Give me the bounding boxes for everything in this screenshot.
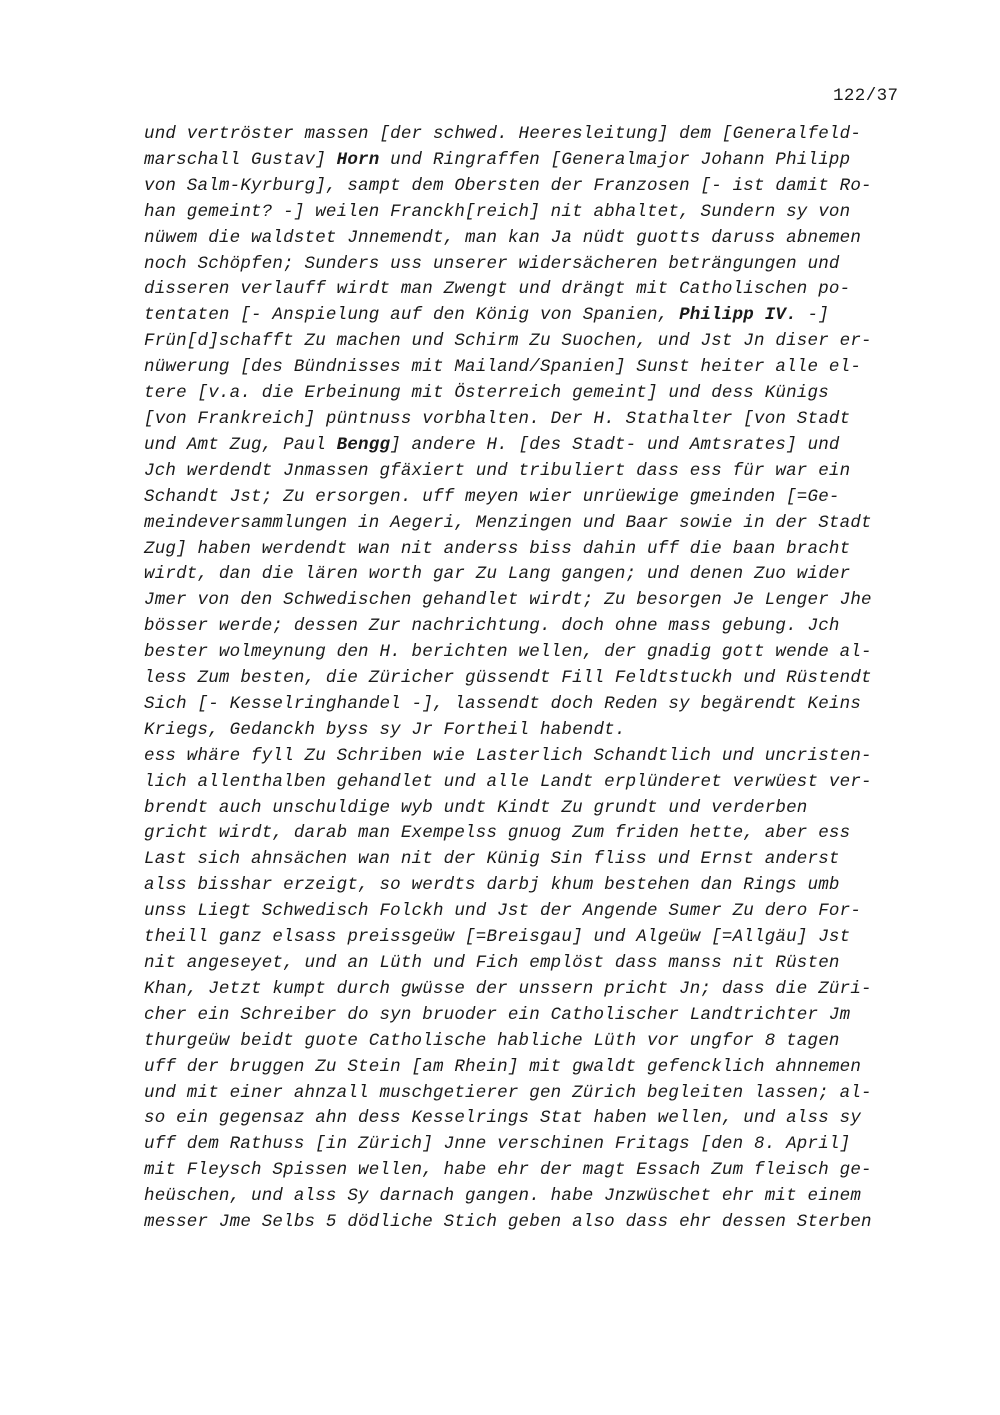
- text-segment: nüwem die waldstet Jnnemendt, man kan Ja nüdt guotts daruss abnemen: [144, 227, 862, 248]
- text-line: [144, 562, 914, 588]
- text-line: [144, 692, 914, 718]
- text-line: [144, 1132, 914, 1158]
- text-line: [144, 1106, 914, 1132]
- text-line: [144, 640, 914, 666]
- text-line: [144, 459, 914, 485]
- text-segment: bester wolmeynung den H. berichten wellen, der gnadig gott wende al-: [144, 642, 872, 663]
- text-segment: messer Jme Selbs 5 dödliche Stich geben also dass ehr dessen Sterben: [144, 1212, 872, 1233]
- text-segment: ess whäre fyll Zu Schriben wie Lasterlich Schandtlich und uncristen-: [144, 745, 872, 766]
- text-line: [144, 614, 914, 640]
- text-segment: han gemeint? -] weilen Franckh[reich] nit abhaltet, Sundern sy von: [144, 201, 851, 222]
- text-segment: tere [v.a. die Erbeinung mit Österreich gemeint] und dess Künigs: [144, 383, 829, 404]
- text-line: [144, 381, 914, 407]
- text-segment: disseren verlauff wirdt man Zwengt und drängt mit Catholischen po-: [144, 279, 851, 300]
- text-line: [144, 1003, 914, 1029]
- text-line: [144, 1029, 914, 1055]
- text-line: [144, 277, 914, 303]
- text-segment: und mit einer ahnzall muschgetierer gen Zürich begleiten lassen; al-: [144, 1082, 872, 1103]
- text-line: [144, 407, 914, 433]
- text-segment: brendt auch unschuldige wyb undt Kindt Zu grundt und verderben: [144, 797, 808, 818]
- text-line: [144, 1184, 914, 1210]
- text-line: [144, 666, 914, 692]
- text-line: [144, 511, 914, 537]
- text-segment: alss bisshar erzeigt, so werdts darbj khum bestehen dan Rings umb: [144, 875, 840, 896]
- text-line: [144, 770, 914, 796]
- text-line: [144, 252, 914, 278]
- text-line: [144, 1081, 914, 1107]
- text-line: [144, 977, 914, 1003]
- text-line: [144, 226, 914, 252]
- text-segment: less Zum besten, die Züricher güssendt Fill Feldtstuckh und Rüstendt: [144, 668, 872, 689]
- text-segment: thurgeüw beidt guote Catholische habliche Lüth vor ungfor 8 tagen: [144, 1030, 840, 1051]
- text-segment: Schandt Jst; Zu ersorgen. uff meyen wier unrüewige gmeinden [=Ge-: [144, 486, 840, 507]
- page-number: 122/37: [833, 86, 899, 106]
- text-segment: unss Liegt Schwedisch Folckh und Jst der Angende Sumer Zu dero For-: [144, 901, 862, 922]
- text-segment: noch Schöpfen; Sunders uss unserer widersächeren beträngungen und: [144, 253, 840, 274]
- text-line: [144, 200, 914, 226]
- text-segment: und Amt Zug, Paul: [144, 434, 337, 455]
- text-line: [144, 796, 914, 822]
- text-segment: Frün[d]schafft Zu machen und Schirm Zu Suochen, und Jst Jn diser er-: [144, 331, 872, 352]
- text-segment: ] andere H. [des Stadt- und Amtsrates] und: [390, 434, 840, 455]
- text-line: [144, 821, 914, 847]
- text-line: [144, 744, 914, 770]
- text-segment: Khan, Jetzt kumpt durch gwüsse der unssern pricht Jn; dass die Züri-: [144, 978, 872, 999]
- text-line: [144, 355, 914, 381]
- text-line: [144, 1158, 914, 1184]
- text-line: [144, 847, 914, 873]
- text-segment: Last sich ahnsächen wan nit der Künig Sin fliss und Ernst anderst: [144, 849, 840, 870]
- text-segment: mit Fleysch Spissen wellen, habe ehr der magt Essach Zum fleisch ge-: [144, 1160, 872, 1181]
- text-line: [144, 303, 914, 329]
- text-segment: wirdt, dan die lären worth gar Zu Lang gangen; und denen Zuo wider: [144, 564, 851, 585]
- text-segment: lich allenthalben gehandlet und alle Landt erplünderet verwüest ver-: [144, 771, 872, 792]
- text-line: [144, 899, 914, 925]
- text-line: [144, 537, 914, 563]
- text-line: [144, 1055, 914, 1081]
- text-segment: cher ein Schreiber do syn bruoder ein Catholischer Landtrichter Jm: [144, 1004, 851, 1025]
- text-segment: und Ringraffen [Generalmajor Johann Philipp: [379, 149, 851, 170]
- text-segment: uff der bruggen Zu Stein [am Rhein] mit gwaldt gefencklich ahnnemen: [144, 1056, 862, 1077]
- text-line: [144, 174, 914, 200]
- text-line: [144, 1210, 914, 1236]
- text-segment: theill ganz elsass preissgeüw [=Breisgau] und Algeüw [=Allgäu] Jst: [144, 927, 851, 948]
- text-segment: Jch werdendt Jnmassen gfäxiert und tribuliert dass ess für war ein: [144, 460, 851, 481]
- text-segment: tentaten [- Anspielung auf den König von Spanien,: [144, 305, 680, 326]
- text-line: [144, 718, 914, 744]
- text-line: [144, 925, 914, 951]
- text-segment: nüwerung [des Bündnisses mit Mailand/Spanien] Sunst heiter alle el-: [144, 357, 862, 378]
- text-segment: marschall Gustav]: [144, 149, 337, 170]
- text-segment: uff dem Rathuss [in Zürich] Jnne verschinen Fritags [den 8. April]: [144, 1134, 851, 1155]
- bold-name: Philipp IV.: [679, 305, 797, 326]
- text-segment: Zug] haben werdendt wan nit anderss biss dahin uff die baan bracht: [144, 538, 851, 559]
- text-segment: und vertröster massen [der schwed. Heeresleitung] dem [Generalfeld-: [144, 124, 862, 144]
- text-segment: Jmer von den Schwedischen gehandlet wirdt; Zu besorgen Je Lenger Jhe: [144, 590, 872, 611]
- text-line: [144, 148, 914, 174]
- text-segment: so ein gegensaz ahn dess Kesselrings Stat haben wellen, und alss sy: [144, 1108, 862, 1129]
- text-line: [144, 588, 914, 614]
- text-line: [144, 873, 914, 899]
- text-line: [144, 122, 914, 148]
- text-segment: nit angeseyet, und an Lüth und Fich emplöst dass manss nit Rüsten: [144, 953, 840, 973]
- text-segment: meindeversammlungen in Aegeri, Menzingen und Baar sowie in der Stadt: [144, 512, 872, 533]
- text-segment: Kriegs, Gedanckh byss sy Jr Fortheil habendt.: [144, 719, 626, 740]
- text-segment: gricht wirdt, darab man Exempelss gnuog Zum friden hette, aber ess: [144, 823, 851, 844]
- text-segment: von Salm-Kyrburg], sampt dem Obersten der Franzosen [- ist damit Ro-: [144, 175, 872, 196]
- text-segment: bösser werde; dessen Zur nachrichtung. doch ohne mass gebung. Jch: [144, 616, 840, 637]
- text-segment: heüschen, und alss Sy darnach gangen. habe Jnzwüschet ehr mit einem: [144, 1186, 862, 1207]
- text-line: [144, 485, 914, 511]
- text-segment: -]: [796, 305, 829, 326]
- text-line: [144, 951, 914, 977]
- bold-name: Bengg: [336, 434, 391, 455]
- bold-name: Horn: [336, 149, 380, 170]
- text-segment: [von Frankreich] püntnuss vorbhalten. Der H. Stathalter [von Stadt: [144, 408, 851, 429]
- text-segment: Sich [- Kesselringhandel -], lassendt doch Reden sy begärendt Keins: [144, 693, 862, 714]
- document-body: [144, 122, 914, 1236]
- text-line: [144, 433, 914, 459]
- text-line: [144, 329, 914, 355]
